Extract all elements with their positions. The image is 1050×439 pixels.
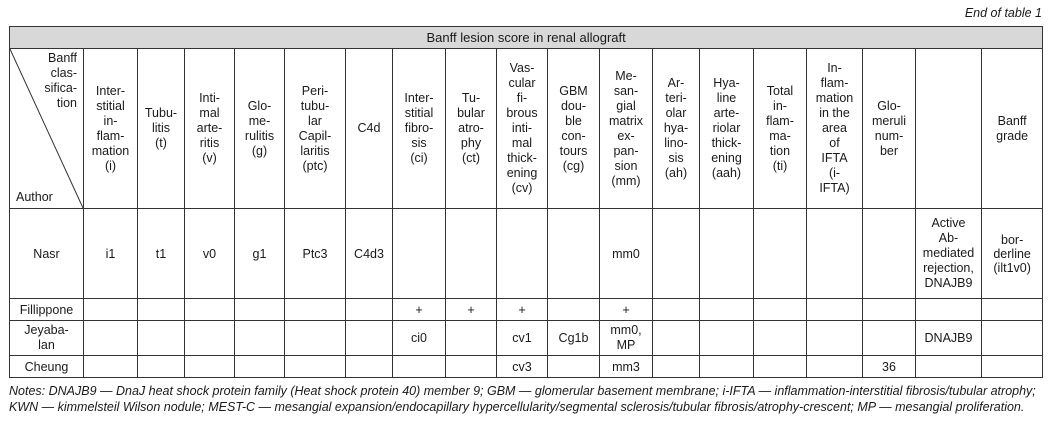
- score-cell: [393, 209, 446, 299]
- score-cell: +: [393, 299, 446, 321]
- author-cell: Jeyaba- lan: [10, 321, 84, 356]
- score-cell: [863, 209, 916, 299]
- column-header: Vas- cular fi- brous inti- mal thick- ening (cv): [497, 49, 548, 209]
- column-header: Glo- meruli num- ber: [863, 49, 916, 209]
- score-cell: [497, 209, 548, 299]
- column-header: Banff grade: [982, 49, 1043, 209]
- column-header: C4d: [346, 49, 393, 209]
- score-cell: [548, 209, 600, 299]
- table-row: [10, 321, 1043, 356]
- score-cell: [754, 299, 807, 321]
- score-cell: mm3: [600, 356, 653, 378]
- score-cell: [285, 299, 346, 321]
- column-header: Hya- line arte- riolar thick- ening (aah): [700, 49, 754, 209]
- score-cell: +: [497, 299, 548, 321]
- column-header: [916, 49, 982, 209]
- score-cell: [235, 321, 285, 356]
- score-cell: [138, 321, 185, 356]
- score-cell: [346, 299, 393, 321]
- score-cell: [982, 321, 1043, 356]
- corner-header: [10, 49, 84, 209]
- corner-label-classification: Banff clas- sifica- tion: [44, 51, 77, 110]
- score-cell: Active Ab- mediated rejection, DNAJB9: [916, 209, 982, 299]
- score-cell: [653, 299, 700, 321]
- column-header: Inter- stitial fibro- sis (ci): [393, 49, 446, 209]
- author-cell: Nasr: [10, 209, 84, 299]
- score-cell: [653, 209, 700, 299]
- score-cell: [285, 356, 346, 378]
- score-cell: v0: [185, 209, 235, 299]
- score-cell: [185, 321, 235, 356]
- author-cell: Fillippone: [10, 299, 84, 321]
- column-header: Total in- flam- ma- tion (ti): [754, 49, 807, 209]
- score-cell: +: [446, 299, 497, 321]
- column-header: Tu- bular atro- phy (ct): [446, 49, 497, 209]
- table-notes: Notes: DNAJB9 — DnaJ heat shock protein family (Heat shock protein 40) member 9; GBM — glomerular basement membrane; i-IFTA — inflammation-interstitial fibrosis/tubular atrophy; KWN — kimmelsteil Wilson nodule; MEST-C — mesangial expansion/endocapillary hypercellularity/segmental sclerosis/tubular fibrosis/atrophy-crescent; MP — mesangial proliferation.: [9, 384, 1036, 414]
- score-cell: +: [600, 299, 653, 321]
- score-cell: [700, 209, 754, 299]
- score-cell: [548, 299, 600, 321]
- column-header: GBM dou- ble con- tours (cg): [548, 49, 600, 209]
- score-cell: bor- derline (ilt1v0): [982, 209, 1043, 299]
- score-cell: cv1: [497, 321, 548, 356]
- score-cell: 36: [863, 356, 916, 378]
- column-header: Glo- me- rulitis (g): [235, 49, 285, 209]
- score-cell: mm0: [600, 209, 653, 299]
- column-header: Ar- teri- olar hya- lino- sis (ah): [653, 49, 700, 209]
- score-cell: [754, 321, 807, 356]
- score-cell: [653, 321, 700, 356]
- score-cell: [84, 321, 138, 356]
- score-cell: [700, 356, 754, 378]
- score-cell: [700, 321, 754, 356]
- score-cell: [863, 299, 916, 321]
- score-cell: [84, 299, 138, 321]
- score-cell: ci0: [393, 321, 446, 356]
- score-cell: C4d3: [346, 209, 393, 299]
- score-cell: [235, 356, 285, 378]
- table-row: [10, 356, 1043, 378]
- score-cell: [807, 299, 863, 321]
- table-row: [10, 299, 1043, 321]
- score-cell: [185, 356, 235, 378]
- column-header: Peri- tubu- lar Capil- laritis (ptc): [285, 49, 346, 209]
- score-cell: [285, 321, 346, 356]
- column-header: Tubu- litis (t): [138, 49, 185, 209]
- score-cell: cv3: [497, 356, 548, 378]
- banff-table: [9, 26, 1043, 378]
- column-header: Me- san- gial matrix ex- pan- sion (mm): [600, 49, 653, 209]
- score-cell: [446, 209, 497, 299]
- score-cell: [84, 356, 138, 378]
- score-cell: [754, 356, 807, 378]
- score-cell: t1: [138, 209, 185, 299]
- score-cell: [393, 356, 446, 378]
- score-cell: [863, 321, 916, 356]
- score-cell: [346, 321, 393, 356]
- score-cell: [807, 356, 863, 378]
- score-cell: [185, 299, 235, 321]
- column-header: In- flam- mation in the area of IFTA (i- IFTA): [807, 49, 863, 209]
- score-cell: g1: [235, 209, 285, 299]
- score-cell: [548, 356, 600, 378]
- score-cell: [982, 299, 1043, 321]
- score-cell: [446, 321, 497, 356]
- score-cell: [653, 356, 700, 378]
- column-header: Inti- mal arte- ritis (v): [185, 49, 235, 209]
- table-caption: Banff lesion score in renal allograft: [10, 27, 1043, 49]
- score-cell: [916, 299, 982, 321]
- score-cell: [138, 356, 185, 378]
- score-cell: i1: [84, 209, 138, 299]
- score-cell: [235, 299, 285, 321]
- score-cell: [700, 299, 754, 321]
- author-cell: Cheung: [10, 356, 84, 378]
- score-cell: Cg1b: [548, 321, 600, 356]
- score-cell: [446, 356, 497, 378]
- score-cell: [916, 356, 982, 378]
- corner-label-author: Author: [16, 190, 53, 204]
- score-cell: mm0, MP: [600, 321, 653, 356]
- score-cell: [807, 209, 863, 299]
- score-cell: [346, 356, 393, 378]
- score-cell: Ptc3: [285, 209, 346, 299]
- score-cell: DNAJB9: [916, 321, 982, 356]
- score-cell: [807, 321, 863, 356]
- score-cell: [138, 299, 185, 321]
- column-header: Inter- stitial in- flam- mation (i): [84, 49, 138, 209]
- score-cell: [982, 356, 1043, 378]
- score-cell: [754, 209, 807, 299]
- table-row: [10, 209, 1043, 299]
- table-continuation-label: End of table 1: [964, 6, 1042, 20]
